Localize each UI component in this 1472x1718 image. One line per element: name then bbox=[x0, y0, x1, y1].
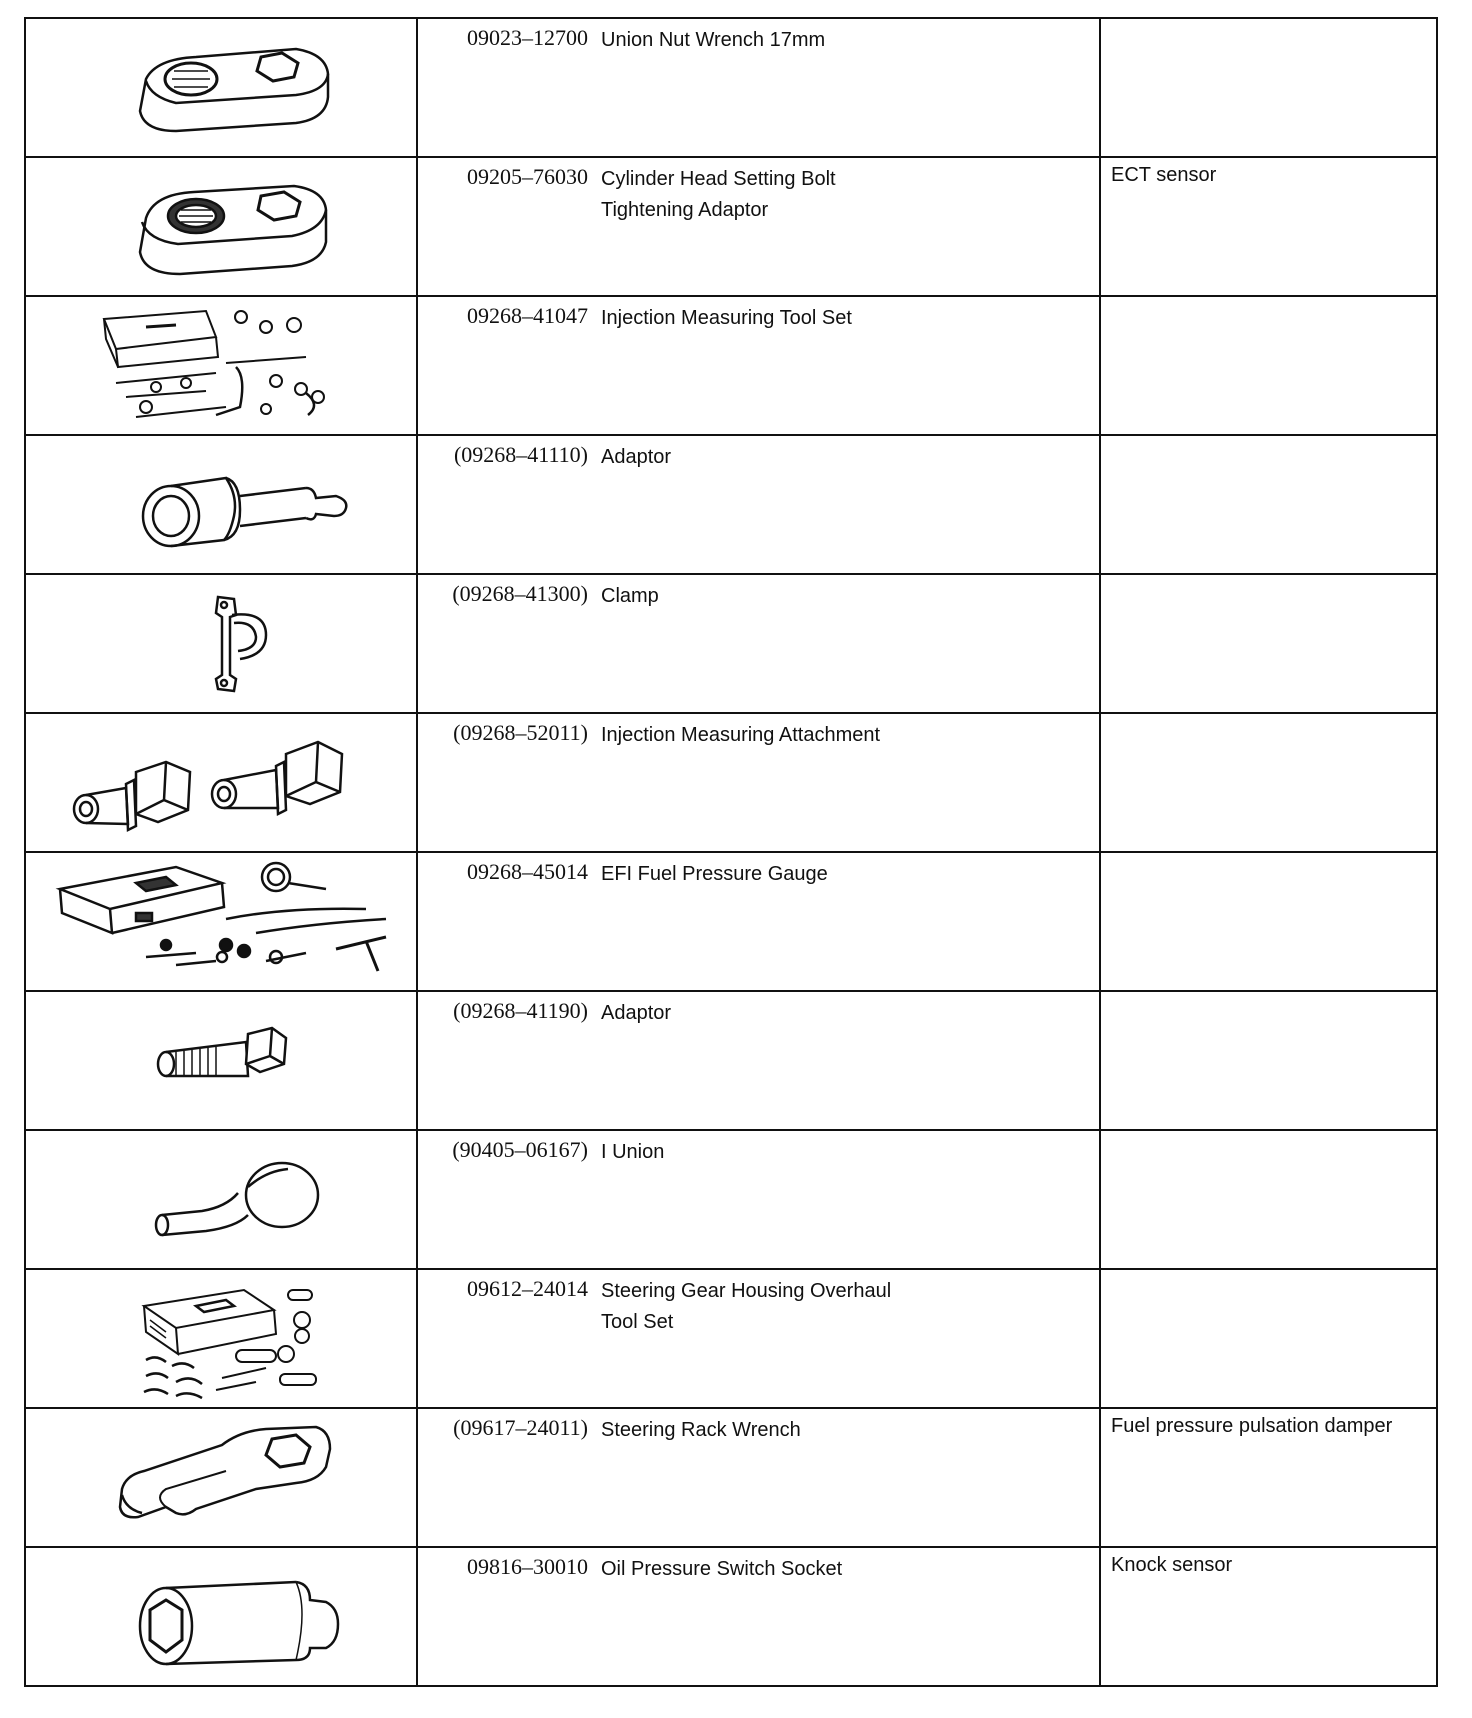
part-info-cell bbox=[417, 435, 1100, 574]
part-info-cell bbox=[417, 1130, 1100, 1269]
part-number: (90405–06167) bbox=[452, 1137, 588, 1162]
tool-name-line: EFI Fuel Pressure Gauge bbox=[601, 863, 828, 885]
note-cell bbox=[1100, 1130, 1437, 1269]
tool-name bbox=[601, 164, 1091, 226]
note-text bbox=[1101, 853, 1436, 859]
note-text: Knock sensor bbox=[1111, 1554, 1233, 1576]
illustration-cell bbox=[25, 296, 417, 435]
tool-name bbox=[601, 303, 1091, 334]
tool-name bbox=[601, 442, 1091, 473]
tool-name-line: Tightening Adaptor bbox=[601, 199, 769, 221]
tool-name bbox=[601, 25, 1091, 56]
illustration-cell bbox=[25, 574, 417, 713]
part-number: 09612–24014 bbox=[467, 1276, 588, 1301]
measuring-attachment-icon bbox=[26, 714, 418, 851]
illustration-cell bbox=[25, 1408, 417, 1547]
part-number: 09023–12700 bbox=[467, 25, 588, 50]
part-number: 09268–41047 bbox=[467, 303, 588, 328]
illustration-cell bbox=[25, 1130, 417, 1269]
tool-name-line: Clamp bbox=[601, 585, 659, 607]
note-text: ECT sensor bbox=[1111, 164, 1217, 186]
table-row bbox=[25, 435, 1437, 574]
part-info-cell bbox=[417, 157, 1100, 296]
part-number: 09205–76030 bbox=[467, 164, 588, 189]
tool-name bbox=[601, 859, 1091, 890]
note-cell bbox=[1100, 713, 1437, 852]
tool-name-line: Adaptor bbox=[601, 446, 672, 468]
union-nut-wrench-icon bbox=[26, 19, 418, 156]
part-info-cell bbox=[417, 991, 1100, 1130]
tool-name-line: Union Nut Wrench 17mm bbox=[601, 29, 826, 51]
table-row bbox=[25, 991, 1437, 1130]
tightening-adaptor-icon bbox=[26, 158, 418, 295]
table-row bbox=[25, 852, 1437, 991]
table-row bbox=[25, 1269, 1437, 1408]
tool-name-line: Adaptor bbox=[601, 1002, 672, 1024]
special-service-tools-table bbox=[24, 17, 1438, 1687]
part-number: (09268–41190) bbox=[453, 998, 588, 1023]
tool-name-line: Tool Set bbox=[601, 1311, 674, 1333]
note-text bbox=[1101, 1270, 1436, 1276]
adaptor-icon bbox=[26, 436, 418, 573]
tool-name bbox=[601, 1137, 1091, 1168]
tool-name bbox=[601, 1415, 1091, 1446]
tool-name bbox=[601, 720, 1091, 751]
table-row bbox=[25, 1130, 1437, 1269]
note-cell bbox=[1100, 1269, 1437, 1408]
part-number: (09268–52011) bbox=[453, 720, 588, 745]
table-row bbox=[25, 1408, 1437, 1547]
note-cell bbox=[1100, 296, 1437, 435]
clamp-icon bbox=[26, 575, 418, 712]
part-info-cell bbox=[417, 1408, 1100, 1547]
table-row bbox=[25, 296, 1437, 435]
illustration-cell bbox=[25, 991, 417, 1130]
note-cell bbox=[1100, 852, 1437, 991]
part-number: 09816–30010 bbox=[467, 1554, 588, 1579]
note-text bbox=[1101, 714, 1436, 720]
note-text: Fuel pressure pulsation damper bbox=[1111, 1415, 1393, 1437]
note-text bbox=[1101, 436, 1436, 442]
note-text bbox=[1101, 1131, 1436, 1137]
tool-name-line: Oil Pressure Switch Socket bbox=[601, 1558, 843, 1580]
tool-name-line: Injection Measuring Attachment bbox=[601, 724, 881, 746]
illustration-cell bbox=[25, 713, 417, 852]
part-number: 09268–45014 bbox=[467, 859, 588, 884]
part-number: (09268–41110) bbox=[453, 442, 588, 467]
tool-name-line: Injection Measuring Tool Set bbox=[601, 307, 852, 329]
note-cell bbox=[1100, 1408, 1437, 1547]
part-info-cell bbox=[417, 713, 1100, 852]
fuel-pressure-gauge-kit-icon bbox=[26, 853, 418, 990]
note-cell bbox=[1100, 435, 1437, 574]
threaded-adaptor-icon bbox=[26, 992, 418, 1129]
part-info-cell bbox=[417, 574, 1100, 713]
tool-name bbox=[601, 998, 1091, 1029]
illustration-cell bbox=[25, 157, 417, 296]
part-info-cell bbox=[417, 1269, 1100, 1408]
tool-name-line: Steering Rack Wrench bbox=[601, 1419, 801, 1441]
table-row bbox=[25, 574, 1437, 713]
note-cell bbox=[1100, 157, 1437, 296]
socket-icon bbox=[26, 1548, 418, 1685]
part-number: (09617–24011) bbox=[453, 1415, 588, 1440]
part-info-cell bbox=[417, 852, 1100, 991]
tool-name-line: Steering Gear Housing Overhaul bbox=[601, 1280, 892, 1302]
illustration-cell bbox=[25, 435, 417, 574]
note-text bbox=[1101, 19, 1436, 25]
part-info-cell bbox=[417, 1547, 1100, 1686]
table-row bbox=[25, 713, 1437, 852]
illustration-cell bbox=[25, 18, 417, 157]
tool-name-line: I Union bbox=[601, 1141, 665, 1163]
note-text bbox=[1101, 297, 1436, 303]
tool-name bbox=[601, 1554, 1091, 1585]
tool-set-icon bbox=[26, 297, 418, 434]
note-cell bbox=[1100, 18, 1437, 157]
tool-name-line: Cylinder Head Setting Bolt bbox=[601, 168, 836, 190]
tool-name bbox=[601, 1276, 1091, 1338]
part-info-cell bbox=[417, 296, 1100, 435]
illustration-cell bbox=[25, 1547, 417, 1686]
note-cell bbox=[1100, 1547, 1437, 1686]
i-union-icon bbox=[26, 1131, 418, 1268]
table-row bbox=[25, 1547, 1437, 1686]
note-text bbox=[1101, 992, 1436, 998]
table-row bbox=[25, 157, 1437, 296]
table-row bbox=[25, 18, 1437, 157]
illustration-cell bbox=[25, 1269, 417, 1408]
rack-wrench-icon bbox=[26, 1409, 418, 1546]
note-cell bbox=[1100, 574, 1437, 713]
note-cell bbox=[1100, 991, 1437, 1130]
part-number: (09268–41300) bbox=[452, 581, 588, 606]
steering-tool-set-icon bbox=[26, 1270, 418, 1407]
illustration-cell bbox=[25, 852, 417, 991]
part-info-cell bbox=[417, 18, 1100, 157]
note-text bbox=[1101, 575, 1436, 581]
tool-name bbox=[601, 581, 1091, 612]
